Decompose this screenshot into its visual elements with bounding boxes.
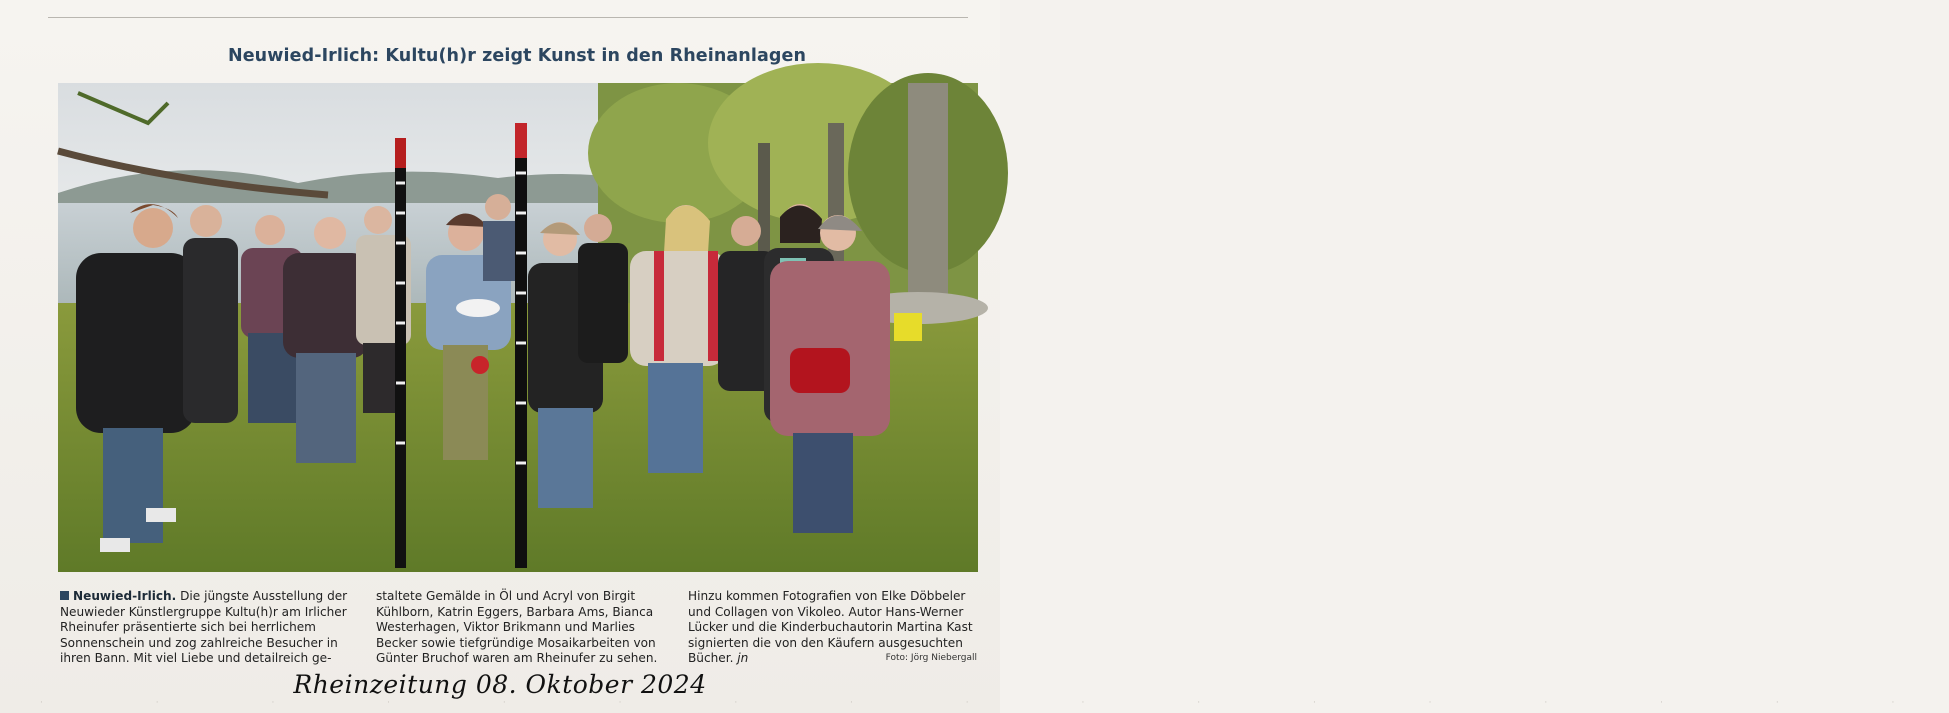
dateline: Neuwied-Irlich.	[73, 589, 177, 603]
article-photo	[58, 83, 978, 572]
author-sign: jn	[737, 651, 749, 665]
top-rule	[48, 17, 968, 18]
article-column-2	[376, 589, 680, 667]
article-column-1	[60, 589, 360, 667]
column-2-text: staltete Gemälde in Öl und Acryl von Birgit Kühlborn, Katrin Eggers, Barbara Ams, Bianca Westerhagen, Viktor Brikmann und Marlies Becker sowie tiefgründige Mosaikarbeiten von Günter Bruchof waren am Rheinufer zu sehen.	[376, 589, 658, 665]
column-1-text: Die jüngste Ausstellung der Neuwieder Künstlergruppe Kultu(h)r am Irlicher Rheinufer präsentierte sich bei herrlichem Sonnenschein und zog zahlreiche Besucher in ihren Bann. Mit viel Liebe und detailreich ge-	[60, 589, 348, 665]
photo-credit: Foto: Jörg Niebergall	[885, 653, 977, 663]
source-note: Rheinzeitung 08. Oktober 2024	[293, 670, 707, 699]
lead-square-marker	[60, 591, 69, 600]
headline: Neuwied-Irlich: Kultu(h)r zeigt Kunst in den Rheinanlagen	[227, 46, 807, 66]
article-body	[60, 589, 980, 669]
column-3-text: Hinzu kommen Fotografien von Elke Döbbeler und Collagen von Vikoleo. Autor Hans-Werner Lücker und die Kinderbuchautorin Martina Kast signierten die von den Käufern ausgesuchten Bücher.	[688, 589, 973, 665]
decorative-border-dots: · · · · · · · · · · · · · · · · ·	[40, 698, 1949, 708]
